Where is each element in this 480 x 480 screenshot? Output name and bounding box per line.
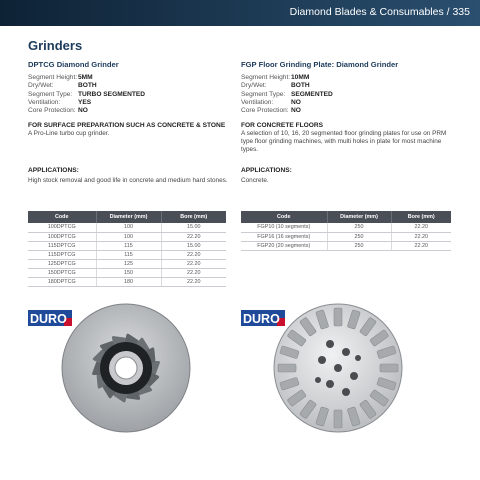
table-cell: 125 bbox=[96, 259, 161, 268]
spec-row bbox=[28, 74, 238, 82]
table-cell: 22.20 bbox=[391, 232, 451, 241]
page-header bbox=[0, 0, 480, 26]
table-header-row bbox=[241, 211, 451, 223]
logo-text: DURO bbox=[243, 312, 280, 326]
table-cell: 15.00 bbox=[161, 223, 226, 232]
spec-row bbox=[28, 91, 238, 99]
page-header-title: Diamond Blades & Consumables / 335 bbox=[289, 6, 470, 18]
table-cell: 100DPTCG bbox=[28, 232, 96, 241]
table-cell: 125DPTCG bbox=[28, 259, 96, 268]
spec-row bbox=[28, 107, 238, 115]
spec-value: BOTH bbox=[78, 82, 97, 90]
table-cell: 250 bbox=[327, 232, 391, 241]
spec-key: Segment Type: bbox=[241, 90, 286, 98]
table-cell: FGP16 (16 segments) bbox=[241, 232, 327, 241]
turbo-cup-grinder-image bbox=[60, 302, 192, 434]
logo-text: DURO bbox=[30, 312, 67, 326]
applications-text: High stock removal and good life in concrete and medium hard stones. bbox=[28, 177, 228, 184]
dptcg-spec-table bbox=[28, 211, 226, 287]
spec-key: Dry/Wet: bbox=[28, 82, 54, 90]
spec-key: Segment Height: bbox=[241, 74, 291, 81]
table-header-row bbox=[28, 211, 226, 223]
table-cell: 22.20 bbox=[161, 277, 226, 286]
table-cell: 115DPTCG bbox=[28, 241, 96, 250]
spec-key: Segment Height: bbox=[28, 74, 78, 81]
table-cell: 22.20 bbox=[161, 250, 226, 259]
table-cell: 115 bbox=[96, 241, 161, 250]
table-cell: 100 bbox=[96, 232, 161, 241]
table-cell: 250 bbox=[327, 223, 391, 232]
table-row bbox=[28, 250, 226, 259]
spec-row bbox=[28, 82, 238, 90]
spec-key: Segment Type: bbox=[28, 90, 73, 98]
table-row bbox=[28, 259, 226, 268]
table-cell: 180DPTCG bbox=[28, 277, 96, 286]
spec-key: Core Protection: bbox=[241, 107, 289, 115]
fgp-spec-table bbox=[241, 211, 451, 251]
use-description: A selection of 10, 16, 20 segmented floor grinding plates for use on PRM type floor grinding machines, with multi holes in plate for most machine types. bbox=[241, 130, 447, 154]
section-title: Grinders bbox=[28, 38, 83, 53]
spec-key: Dry/Wet: bbox=[241, 82, 267, 90]
column-header: Bore (mm) bbox=[161, 211, 226, 223]
table-row bbox=[28, 268, 226, 277]
column-header: Bore (mm) bbox=[391, 211, 451, 223]
spec-row bbox=[241, 99, 451, 107]
spec-value: SEGMENTED bbox=[291, 90, 333, 98]
spec-value: 10MM bbox=[291, 74, 310, 81]
column-header: Diameter (mm) bbox=[96, 211, 161, 223]
spec-key: Ventilation: bbox=[28, 98, 61, 106]
use-heading: FOR SURFACE PREPARATION SUCH AS CONCRETE & STONE bbox=[28, 122, 226, 130]
table-cell: 150 bbox=[96, 268, 161, 277]
table-cell: 115 bbox=[96, 250, 161, 259]
applications-heading: APPLICATIONS: bbox=[28, 167, 79, 174]
table-cell: 100DPTCG bbox=[28, 223, 96, 232]
table-cell: 180 bbox=[96, 277, 161, 286]
table-row bbox=[241, 232, 451, 241]
spec-value: NO bbox=[291, 107, 301, 115]
table-cell: 150DPTCG bbox=[28, 268, 96, 277]
spec-row bbox=[241, 82, 451, 90]
table-cell: FGP10 (10 segments) bbox=[241, 223, 327, 232]
table-cell: 22.20 bbox=[391, 241, 451, 250]
spec-key: Ventilation: bbox=[241, 98, 274, 106]
use-heading: FOR CONCRETE FLOORS bbox=[241, 122, 324, 130]
table-row bbox=[241, 223, 451, 232]
table-row bbox=[28, 277, 226, 286]
product-dptcg bbox=[28, 60, 238, 138]
applications-heading: APPLICATIONS: bbox=[241, 167, 292, 174]
use-description: A Pro-Line turbo cup grinder. bbox=[28, 130, 110, 138]
spec-row bbox=[241, 91, 451, 99]
spec-value: BOTH bbox=[291, 82, 310, 90]
floor-grinding-plate-image bbox=[272, 302, 404, 434]
spec-value: TURBO SEGMENTED bbox=[78, 90, 146, 98]
spec-value: YES bbox=[78, 98, 92, 106]
product-title: DPTCG Diamond Grinder bbox=[28, 60, 119, 69]
table-cell: 15.00 bbox=[161, 241, 226, 250]
table-cell: 22.20 bbox=[161, 232, 226, 241]
table-row bbox=[28, 232, 226, 241]
table-row bbox=[28, 223, 226, 232]
spec-value: 5MM bbox=[78, 74, 93, 81]
plate-segment bbox=[334, 308, 342, 326]
column-header: Code bbox=[28, 211, 96, 223]
spec-value: NO bbox=[291, 98, 301, 106]
table-row bbox=[241, 241, 451, 250]
table-cell: 22.20 bbox=[391, 223, 451, 232]
plate-segment bbox=[334, 410, 342, 428]
table-cell: 22.20 bbox=[161, 268, 226, 277]
spec-row bbox=[28, 99, 238, 107]
table-cell: 22.20 bbox=[161, 259, 226, 268]
product-fgp bbox=[241, 60, 451, 154]
spec-key: Core Protection: bbox=[28, 107, 76, 115]
applications-text: Concrete. bbox=[241, 177, 269, 184]
spec-row bbox=[241, 74, 451, 82]
spec-value: NO bbox=[78, 107, 88, 115]
table-cell: 250 bbox=[327, 241, 391, 250]
table-row bbox=[28, 241, 226, 250]
plate-segment bbox=[380, 364, 398, 372]
column-header: Diameter (mm) bbox=[327, 211, 391, 223]
product-title: FGP Floor Grinding Plate: Diamond Grinder bbox=[241, 60, 399, 69]
table-cell: FGP20 (20 segments) bbox=[241, 241, 327, 250]
table-cell: 100 bbox=[96, 223, 161, 232]
table-cell: 115DPTCG bbox=[28, 250, 96, 259]
column-header: Code bbox=[241, 211, 327, 223]
spec-row bbox=[241, 107, 451, 115]
plate-segment bbox=[278, 364, 296, 372]
